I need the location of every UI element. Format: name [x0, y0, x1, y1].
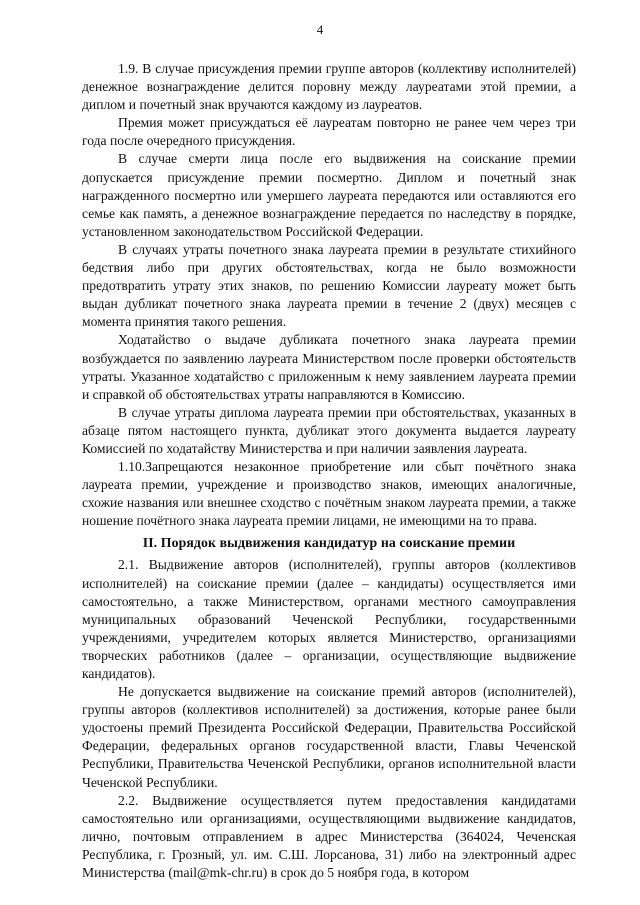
- paragraph: 1.9. В случае присуждения премии группе авторов (коллективу исполнителей) денежное вознаграждение делится поровну между лауреатами этой премии, а диплом и почетный знак вручаются каждому из лауреатов.: [82, 61, 576, 113]
- paragraph: В случае утраты диплома лауреата премии при обстоятельствах, указанных в абзаце пятом настоящего пункта, дубликат этого документа выдается лауреату Комиссией по ходатайству Министерства и при наличии заявления лауреата.: [82, 404, 576, 456]
- paragraph: В случаях утраты почетного знака лауреата премии в результате стихийного бедствия либо при других обстоятельствах, когда не было возможности предотвратить утрату этих знаков, по решению Комиссии лауреату может быть выдан дубликат почетного знака лауреата премии в течение 2 (двух) месяцев с момента принятия такого решения.: [82, 241, 576, 330]
- paragraph: 2.2. Выдвижение осуществляется путем предоставления кандидатами самостоятельно или организациями, осуществляющими выдвижение кандидатов, лично, почтовым отправлением в адрес Министерства (364024, Чеченская Республика, г. Грозный, ул. им. С.Ш. Лорсанова, 31) либо на электронный адрес Министерства (mail@mk-chr.ru) в срок до 5 ноября года, в котором: [82, 792, 576, 881]
- paragraph: Премия может присуждаться её лауреатам повторно не ранее чем через три года после очередного присуждения.: [82, 115, 576, 149]
- paragraph: 1.10.Запрещаются незаконное приобретение или сбыт почётного знака лауреата премии, учреждение и производство знаков, имеющих аналогичные, схожие названия или внешнее сходство с почётным знаком лауреата премии, а также ношение почётного знака лауреата премии лицами, не имеющими на то права.: [82, 459, 576, 529]
- paragraph: 2.1. Выдвижение авторов (исполнителей), группы авторов (коллективов исполнителей) на соискание премии (далее – кандидаты) осуществляется ими самостоятельно, а также Министерством, органами местного самоуправления муниципальных образований Чеченской Республики, государственными учреждениями, учредителем которых является Министерство, организациями творческих работников (далее – организации, осуществляющие выдвижение кандидатов).: [82, 557, 576, 681]
- section-heading: II. Порядок выдвижения кандидатур на соискание премии: [142, 535, 516, 551]
- paragraph: В случае смерти лица после его выдвижения на соискание премии допускается присуждение премии посмертно. Диплом и почетный знак награжденного посмертно или умершего лауреата передаются или оставляются его семье как память, а денежное вознаграждение передается по наследству в порядке, установленном законодательством Российской Федерации.: [82, 151, 576, 239]
- document-body: [82, 60, 576, 882]
- paragraph: Не допускается выдвижение на соискание премий авторов (исполнителей), группы авторов (коллективов исполнителей) за достижения, которые ранее были удостоены премий Президента Российской Федерации, Правительства Российской Федерации, федеральных органов государственной власти, Главы Чеченской Республики, Правительства Чеченской Республики, органов исполнительной власти Чеченской Республики.: [82, 684, 576, 790]
- page-number: 4: [316, 22, 324, 37]
- paragraph: Ходатайство о выдаче дубликата почетного знака лауреата премии возбуждается по заявлению лауреата Министерством после проверки обстоятельств утраты. Указанное ходатайство с приложенным к нему заявлением лауреата премии и справкой об обстоятельствах утраты направляются в Комиссию.: [82, 332, 576, 402]
